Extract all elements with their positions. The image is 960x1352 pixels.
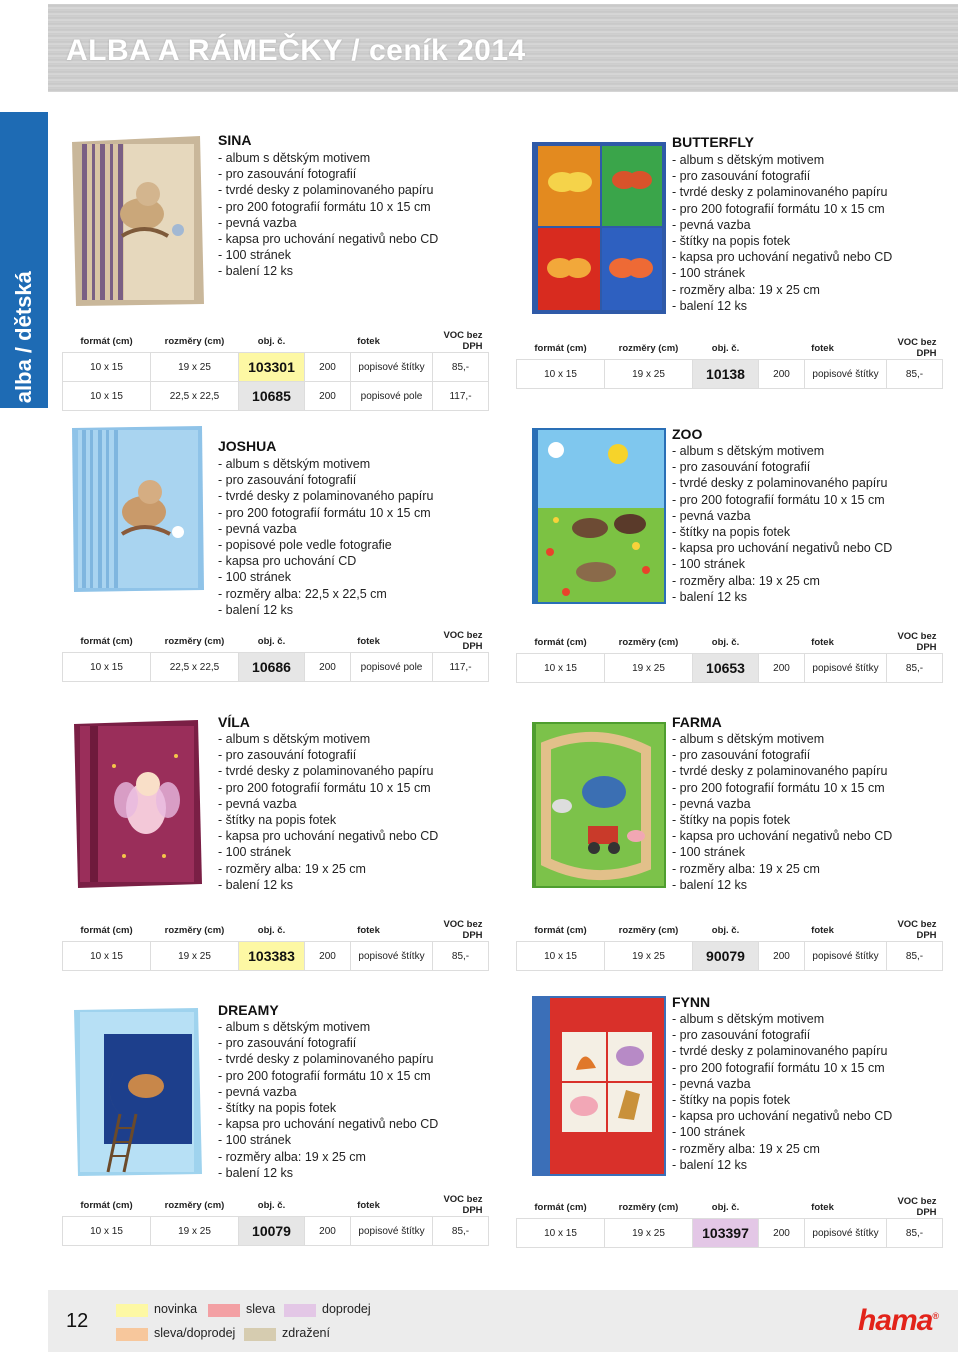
feature-item: - štítky na popis fotek	[218, 813, 337, 828]
spec-table-butterfly	[516, 337, 943, 389]
feature-item: - 100 stránek	[672, 845, 745, 860]
feature-item: - pevná vazba	[672, 508, 751, 523]
feature-item: - štítky na popis fotek	[218, 1101, 337, 1116]
feature-item: - album s dětským motivem	[672, 1012, 825, 1026]
feature-item: - pro 200 fotografií formátu 10 x 15 cm	[672, 492, 885, 507]
legend-label-sleva: sleva	[246, 1302, 276, 1316]
col-price: VOC bez DPH	[433, 330, 489, 353]
cell-type: popisové štítky	[805, 654, 887, 683]
feature-item: - balení 12 ks	[672, 589, 748, 604]
feature-item: - 100 stránek	[218, 1133, 291, 1148]
col-code: obj. č.	[693, 631, 759, 654]
feature-item: - kapsa pro uchování negativů nebo CD	[672, 541, 893, 556]
cell-photos: 200	[305, 382, 351, 411]
feature-item: - pevná vazba	[672, 217, 751, 232]
feature-item: - album s dětským motivem	[218, 732, 371, 746]
cell-price: 117,-	[433, 382, 489, 411]
feature-item: - album s dětským motivem	[218, 1020, 371, 1034]
album-image-dreamy	[64, 1004, 210, 1180]
product-title-sina: SINA	[218, 132, 252, 148]
col-dims: rozměry (cm)	[605, 1196, 693, 1219]
table-header-row	[517, 337, 943, 360]
feature-item: - pro zasouvání fotografií	[218, 748, 357, 763]
product-title-joshua: JOSHUA	[218, 438, 277, 454]
feature-item: - balení 12 ks	[218, 264, 294, 279]
feature-item: - pro 200 fotografií formátu 10 x 15 cm	[218, 1068, 431, 1083]
col-photos: fotek	[305, 919, 433, 942]
feature-item: - 100 stránek	[218, 248, 291, 263]
feature-item: - kapsa pro uchování CD	[218, 554, 357, 569]
cell-code: 10686	[239, 653, 305, 682]
feature-item: - kapsa pro uchování negativů nebo CD	[218, 829, 439, 844]
feature-item: - tvrdé desky z polaminovaného papíru	[218, 1052, 434, 1067]
feature-item: - balení 12 ks	[218, 1165, 294, 1180]
col-format: formát (cm)	[63, 919, 151, 942]
legend-swatch-novinka	[116, 1304, 148, 1317]
feature-item: - tvrdé desky z polaminovaného papíru	[218, 489, 434, 504]
cell-format: 10 x 15	[517, 654, 605, 683]
spec-table-zoo	[516, 631, 943, 683]
feature-item: - pro 200 fotografií formátu 10 x 15 cm	[218, 505, 431, 520]
col-code: obj. č.	[693, 919, 759, 942]
album-image-joshua	[64, 420, 210, 596]
cell-photos: 200	[759, 360, 805, 389]
page-footer	[48, 1290, 958, 1352]
col-dims: rozměry (cm)	[151, 630, 239, 653]
col-format: formát (cm)	[63, 1194, 151, 1217]
cell-price: 85,-	[433, 1217, 489, 1246]
feature-item: - pevná vazba	[672, 1076, 751, 1091]
cell-code: 103301	[239, 353, 305, 382]
col-dims: rozměry (cm)	[605, 631, 693, 654]
col-code: obj. č.	[693, 1196, 759, 1219]
hama-logo	[858, 1304, 938, 1338]
album-image-fynn	[526, 990, 672, 1180]
album-image-sina	[64, 130, 210, 310]
col-price: VOC bez DPH	[433, 1194, 489, 1217]
feature-item: - rozměry alba: 22,5 x 22,5 cm	[218, 586, 387, 601]
feature-item: - rozměry alba: 19 x 25 cm	[672, 1141, 820, 1156]
feature-item: - album s dětským motivem	[218, 151, 371, 165]
feature-item: - pro 200 fotografií formátu 10 x 15 cm	[672, 780, 885, 795]
feature-item: - tvrdé desky z polaminovaného papíru	[672, 764, 888, 779]
cell-code: 90079	[693, 942, 759, 971]
table-header-row	[63, 630, 489, 653]
col-photos: fotek	[305, 330, 433, 353]
feature-item: - balení 12 ks	[672, 298, 748, 313]
feature-list-fynn	[672, 1011, 892, 1173]
cell-dims: 19 x 25	[151, 1217, 239, 1246]
spec-table-farma	[516, 919, 943, 971]
feature-list-joshua	[218, 456, 433, 618]
cell-dims: 19 x 25	[605, 654, 693, 683]
feature-item: - album s dětským motivem	[218, 457, 371, 471]
feature-item: - pro 200 fotografií formátu 10 x 15 cm	[672, 1060, 885, 1075]
cell-photos: 200	[305, 653, 351, 682]
feature-item: - 100 stránek	[218, 570, 291, 585]
col-dims: rozměry (cm)	[151, 1194, 239, 1217]
col-format: formát (cm)	[517, 631, 605, 654]
product-title-vila: VÍLA	[218, 714, 250, 730]
feature-item: - kapsa pro uchování negativů nebo CD	[218, 1117, 439, 1132]
col-code: obj. č.	[239, 919, 305, 942]
cell-code: 10138	[693, 360, 759, 389]
product-title-butterfly: BUTTERFLY	[672, 134, 754, 150]
feature-item: - pro zasouvání fotografií	[672, 460, 811, 475]
feature-item: - kapsa pro uchování negativů nebo CD	[672, 829, 893, 844]
cell-format: 10 x 15	[63, 353, 151, 382]
feature-item: - tvrdé desky z polaminovaného papíru	[672, 185, 888, 200]
feature-item: - tvrdé desky z polaminovaného papíru	[672, 1044, 888, 1059]
feature-item: - pevná vazba	[218, 1084, 297, 1099]
cell-dims: 19 x 25	[151, 353, 239, 382]
table-row	[517, 942, 943, 971]
table-row	[63, 353, 489, 382]
feature-item: - štítky na popis fotek	[672, 525, 791, 540]
legend-swatch-doprodej	[284, 1304, 316, 1317]
album-image-farma	[526, 716, 672, 892]
page-title: ALBA A RÁMEČKY / ceník 2014	[66, 34, 526, 67]
feature-item: - pro 200 fotografií formátu 10 x 15 cm	[218, 199, 431, 214]
cell-type: popisové štítky	[805, 360, 887, 389]
feature-item: - balení 12 ks	[218, 602, 294, 617]
table-row	[63, 382, 489, 411]
table-header-row	[63, 1194, 489, 1217]
col-format: formát (cm)	[517, 1196, 605, 1219]
cell-price: 117,-	[433, 653, 489, 682]
feature-item: - 100 stránek	[672, 1125, 745, 1140]
logo-text: hama	[857, 1304, 933, 1337]
feature-item: - štítky na popis fotek	[672, 813, 791, 828]
logo-registered-mark: ®	[932, 1311, 938, 1321]
cell-format: 10 x 15	[517, 942, 605, 971]
cell-type: popisové štítky	[805, 942, 887, 971]
feature-list-butterfly	[672, 152, 892, 314]
cell-dims: 22,5 x 22,5	[151, 653, 239, 682]
album-image-butterfly	[526, 136, 672, 320]
cell-price: 85,-	[887, 1219, 943, 1248]
feature-item: - tvrdé desky z polaminovaného papíru	[218, 183, 434, 198]
feature-item: - balení 12 ks	[672, 1157, 748, 1172]
feature-item: - štítky na popis fotek	[672, 234, 791, 249]
cell-dims: 22,5 x 22,5	[151, 382, 239, 411]
feature-item: - 100 stránek	[672, 266, 745, 281]
feature-item: - štítky na popis fotek	[672, 1093, 791, 1108]
cell-price: 85,-	[433, 942, 489, 971]
cell-price: 85,-	[887, 360, 943, 389]
cell-code: 103397	[693, 1219, 759, 1248]
col-price: VOC bez DPH	[887, 631, 943, 654]
col-price: VOC bez DPH	[887, 919, 943, 942]
col-photos: fotek	[759, 337, 887, 360]
col-format: formát (cm)	[63, 630, 151, 653]
table-header-row	[517, 1196, 943, 1219]
spec-table-sina	[62, 330, 489, 411]
col-photos: fotek	[759, 1196, 887, 1219]
feature-item: - rozměry alba: 19 x 25 cm	[672, 282, 820, 297]
feature-item: - pro zasouvání fotografií	[672, 748, 811, 763]
feature-item: - pro zasouvání fotografií	[672, 1028, 811, 1043]
cell-photos: 200	[305, 942, 351, 971]
spec-table-vila	[62, 919, 489, 971]
feature-item: - rozměry alba: 19 x 25 cm	[218, 1149, 366, 1164]
feature-item: - pevná vazba	[218, 796, 297, 811]
table-header-row	[517, 919, 943, 942]
legend-label-doprodej: doprodej	[322, 1302, 371, 1316]
col-dims: rozměry (cm)	[605, 337, 693, 360]
table-header-row	[63, 919, 489, 942]
col-code: obj. č.	[239, 630, 305, 653]
page-header-banner	[48, 4, 958, 92]
cell-price: 85,-	[887, 654, 943, 683]
cell-format: 10 x 15	[517, 360, 605, 389]
product-title-zoo: ZOO	[672, 426, 703, 442]
table-row	[63, 653, 489, 682]
feature-item: - kapsa pro uchování negativů nebo CD	[672, 1109, 893, 1124]
legend-swatch-zdrazeni	[244, 1328, 276, 1341]
col-dims: rozměry (cm)	[605, 919, 693, 942]
col-format: formát (cm)	[63, 330, 151, 353]
cell-code: 10653	[693, 654, 759, 683]
cell-price: 85,-	[433, 353, 489, 382]
legend-label-sleva-doprodej: sleva/doprodej	[154, 1326, 236, 1340]
category-side-tab	[0, 112, 48, 473]
feature-item: - rozměry alba: 19 x 25 cm	[672, 861, 820, 876]
feature-list-vila	[218, 731, 438, 893]
feature-item: - album s dětským motivem	[672, 444, 825, 458]
cell-format: 10 x 15	[63, 942, 151, 971]
feature-item: - pro 200 fotografií formátu 10 x 15 cm	[218, 780, 431, 795]
spec-table-joshua	[62, 630, 489, 682]
legend-label-zdrazeni: zdražení	[282, 1326, 330, 1340]
cell-price: 85,-	[887, 942, 943, 971]
table-row	[63, 942, 489, 971]
legend-swatch-sleva	[208, 1304, 240, 1317]
cell-type: popisové štítky	[351, 1217, 433, 1246]
feature-item: - popisové pole vedle fotografie	[218, 538, 392, 553]
col-photos: fotek	[305, 630, 433, 653]
feature-item: - rozměry alba: 19 x 25 cm	[672, 573, 820, 588]
cell-format: 10 x 15	[517, 1219, 605, 1248]
col-photos: fotek	[759, 631, 887, 654]
cell-type: popisové štítky	[805, 1219, 887, 1248]
feature-item: - tvrdé desky z polaminovaného papíru	[218, 764, 434, 779]
cell-photos: 200	[759, 1219, 805, 1248]
cell-type: popisové pole	[351, 382, 433, 411]
feature-item: - balení 12 ks	[218, 877, 294, 892]
feature-list-zoo	[672, 443, 892, 605]
col-photos: fotek	[759, 919, 887, 942]
product-title-fynn: FYNN	[672, 994, 711, 1010]
cell-type: popisové pole	[351, 653, 433, 682]
cell-format: 10 x 15	[63, 382, 151, 411]
cell-code: 10685	[239, 382, 305, 411]
table-row	[517, 360, 943, 389]
cell-dims: 19 x 25	[605, 360, 693, 389]
feature-item: - 100 stránek	[218, 845, 291, 860]
table-row	[63, 1217, 489, 1246]
col-price: VOC bez DPH	[887, 1196, 943, 1219]
product-title-farma: FARMA	[672, 714, 722, 730]
col-code: obj. č.	[239, 330, 305, 353]
feature-item: - pevná vazba	[218, 215, 297, 230]
feature-item: - kapsa pro uchování negativů nebo CD	[672, 250, 893, 265]
feature-item: - 100 stránek	[672, 557, 745, 572]
col-price: VOC bez DPH	[433, 630, 489, 653]
cell-type: popisové štítky	[351, 353, 433, 382]
cell-photos: 200	[759, 654, 805, 683]
cell-dims: 19 x 25	[605, 942, 693, 971]
feature-item: - pro zasouvání fotografií	[218, 167, 357, 182]
cell-code: 10079	[239, 1217, 305, 1246]
cell-code: 103383	[239, 942, 305, 971]
page-number: 12	[66, 1310, 89, 1332]
cell-dims: 19 x 25	[151, 942, 239, 971]
col-dims: rozměry (cm)	[151, 919, 239, 942]
col-format: formát (cm)	[517, 337, 605, 360]
cell-photos: 200	[305, 1217, 351, 1246]
col-code: obj. č.	[239, 1194, 305, 1217]
feature-item: - rozměry alba: 19 x 25 cm	[218, 861, 366, 876]
feature-item: - album s dětským motivem	[672, 153, 825, 167]
table-header-row	[517, 631, 943, 654]
legend-label-novinka: novinka	[154, 1302, 198, 1316]
feature-item: - pro zasouvání fotografií	[672, 169, 811, 184]
cell-photos: 200	[305, 353, 351, 382]
feature-item: - pevná vazba	[218, 521, 297, 536]
col-dims: rozměry (cm)	[151, 330, 239, 353]
col-code: obj. č.	[693, 337, 759, 360]
cell-dims: 19 x 25	[605, 1219, 693, 1248]
spec-table-dreamy	[62, 1194, 489, 1246]
feature-item: - tvrdé desky z polaminovaného papíru	[672, 476, 888, 491]
col-price: VOC bez DPH	[887, 337, 943, 360]
feature-list-sina	[218, 150, 438, 280]
feature-list-farma	[672, 731, 892, 893]
album-image-zoo	[526, 424, 672, 610]
feature-item: - pro zasouvání fotografií	[218, 473, 357, 488]
product-title-dreamy: DREAMY	[218, 1002, 279, 1018]
feature-item: - album s dětským motivem	[672, 732, 825, 746]
col-photos: fotek	[305, 1194, 433, 1217]
cell-format: 10 x 15	[63, 653, 151, 682]
cell-type: popisové štítky	[351, 942, 433, 971]
spec-table-fynn	[516, 1196, 943, 1248]
feature-item: - pevná vazba	[672, 796, 751, 811]
album-image-vila	[64, 716, 210, 892]
feature-item: - pro zasouvání fotografií	[218, 1036, 357, 1051]
category-label: Memo alba / dětská	[11, 271, 36, 473]
feature-item: - balení 12 ks	[672, 877, 748, 892]
cell-photos: 200	[759, 942, 805, 971]
table-header-row	[63, 330, 489, 353]
feature-item: - pro 200 fotografií formátu 10 x 15 cm	[672, 201, 885, 216]
table-row	[517, 654, 943, 683]
col-format: formát (cm)	[517, 919, 605, 942]
col-price: VOC bez DPH	[433, 919, 489, 942]
legend-swatch-sleva-doprodej	[116, 1328, 148, 1341]
table-row	[517, 1219, 943, 1248]
feature-item: - kapsa pro uchování negativů nebo CD	[218, 232, 439, 247]
feature-list-dreamy	[218, 1019, 438, 1181]
cell-format: 10 x 15	[63, 1217, 151, 1246]
